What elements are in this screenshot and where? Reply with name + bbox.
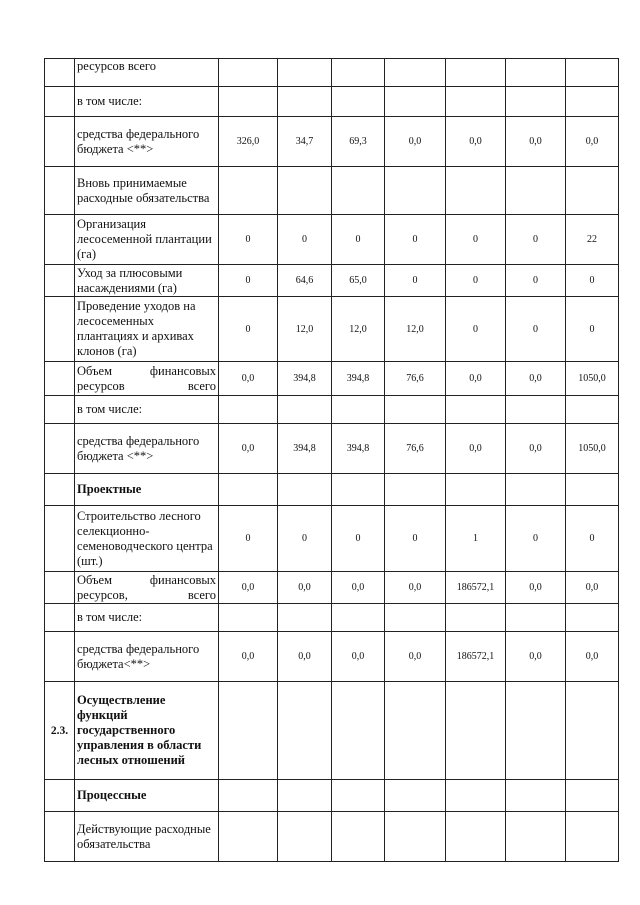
value-cell-year-2: 0,0 bbox=[278, 632, 332, 682]
value-cell-year-5 bbox=[446, 59, 506, 87]
value-cell-year-4: 0 bbox=[385, 215, 446, 265]
value-cell-year-4: 0,0 bbox=[385, 572, 446, 604]
row-number-cell bbox=[45, 167, 75, 215]
value-cell-year-6: 0 bbox=[506, 215, 566, 265]
table-row bbox=[45, 780, 619, 812]
value-cell-year-6 bbox=[506, 604, 566, 632]
value-cell-year-5: 0,0 bbox=[446, 424, 506, 474]
row-label-cell: Вновь принимаемые расходные обязательства bbox=[75, 167, 219, 215]
table-row bbox=[45, 604, 619, 632]
value-cell-year-1 bbox=[219, 682, 278, 780]
value-cell-year-7: 0 bbox=[566, 506, 619, 572]
value-cell-year-2: 394,8 bbox=[278, 424, 332, 474]
row-label-cell: в том числе: bbox=[75, 604, 219, 632]
value-cell-year-6 bbox=[506, 812, 566, 862]
row-number-cell bbox=[45, 362, 75, 396]
table-row bbox=[45, 297, 619, 362]
value-cell-year-1: 0 bbox=[219, 265, 278, 297]
value-cell-year-3 bbox=[332, 474, 385, 506]
value-cell-year-7 bbox=[566, 780, 619, 812]
value-cell-year-6 bbox=[506, 780, 566, 812]
value-cell-year-2 bbox=[278, 59, 332, 87]
row-number-cell bbox=[45, 87, 75, 117]
value-cell-year-3 bbox=[332, 396, 385, 424]
row-label-cell: средства федерального бюджета<**> bbox=[75, 632, 219, 682]
value-cell-year-4: 76,6 bbox=[385, 362, 446, 396]
value-cell-year-5 bbox=[446, 167, 506, 215]
value-cell-year-4 bbox=[385, 682, 446, 780]
value-cell-year-2 bbox=[278, 682, 332, 780]
row-label-cell: в том числе: bbox=[75, 396, 219, 424]
value-cell-year-4 bbox=[385, 812, 446, 862]
value-cell-year-3 bbox=[332, 59, 385, 87]
value-cell-year-5: 0,0 bbox=[446, 117, 506, 167]
value-cell-year-4: 0,0 bbox=[385, 117, 446, 167]
value-cell-year-6: 0,0 bbox=[506, 424, 566, 474]
value-cell-year-3 bbox=[332, 780, 385, 812]
value-cell-year-5 bbox=[446, 87, 506, 117]
value-cell-year-5 bbox=[446, 812, 506, 862]
value-cell-year-1 bbox=[219, 604, 278, 632]
value-cell-year-3: 65,0 bbox=[332, 265, 385, 297]
value-cell-year-6: 0 bbox=[506, 506, 566, 572]
value-cell-year-4 bbox=[385, 59, 446, 87]
value-cell-year-4 bbox=[385, 780, 446, 812]
value-cell-year-1: 0,0 bbox=[219, 572, 278, 604]
row-label-cell: Проектные bbox=[75, 474, 219, 506]
row-number-cell bbox=[45, 572, 75, 604]
value-cell-year-7: 0 bbox=[566, 265, 619, 297]
value-cell-year-1 bbox=[219, 812, 278, 862]
value-cell-year-2: 0,0 bbox=[278, 572, 332, 604]
value-cell-year-2 bbox=[278, 812, 332, 862]
table-row bbox=[45, 265, 619, 297]
value-cell-year-1: 0,0 bbox=[219, 424, 278, 474]
table-row bbox=[45, 167, 619, 215]
value-cell-year-6 bbox=[506, 167, 566, 215]
value-cell-year-2: 64,6 bbox=[278, 265, 332, 297]
row-number-cell bbox=[45, 632, 75, 682]
value-cell-year-4 bbox=[385, 167, 446, 215]
table-row bbox=[45, 215, 619, 265]
value-cell-year-4: 0 bbox=[385, 265, 446, 297]
table-row bbox=[45, 682, 619, 780]
value-cell-year-5: 1 bbox=[446, 506, 506, 572]
value-cell-year-3 bbox=[332, 682, 385, 780]
row-number-cell bbox=[45, 812, 75, 862]
row-number-cell: 2.3. bbox=[45, 682, 75, 780]
row-label-cell: Проведение уходов на лесосеменных плантациях и архивах клонов (га) bbox=[75, 297, 219, 362]
value-cell-year-1: 0,0 bbox=[219, 632, 278, 682]
value-cell-year-7: 0 bbox=[566, 297, 619, 362]
value-cell-year-3: 0,0 bbox=[332, 572, 385, 604]
value-cell-year-1 bbox=[219, 87, 278, 117]
value-cell-year-4: 0,0 bbox=[385, 632, 446, 682]
row-number-cell bbox=[45, 396, 75, 424]
value-cell-year-6: 0 bbox=[506, 297, 566, 362]
value-cell-year-3: 394,8 bbox=[332, 424, 385, 474]
value-cell-year-2 bbox=[278, 604, 332, 632]
value-cell-year-5: 0 bbox=[446, 215, 506, 265]
value-cell-year-4 bbox=[385, 474, 446, 506]
value-cell-year-3 bbox=[332, 87, 385, 117]
value-cell-year-7 bbox=[566, 87, 619, 117]
financing-table bbox=[44, 58, 619, 862]
value-cell-year-7 bbox=[566, 682, 619, 780]
value-cell-year-7 bbox=[566, 474, 619, 506]
row-label-cell: Осуществление функций государственного управления в области лесных отношений bbox=[75, 682, 219, 780]
value-cell-year-3: 0 bbox=[332, 506, 385, 572]
value-cell-year-1 bbox=[219, 780, 278, 812]
row-label-cell: Организация лесосеменной плантации (га) bbox=[75, 215, 219, 265]
value-cell-year-2: 12,0 bbox=[278, 297, 332, 362]
value-cell-year-5: 0 bbox=[446, 297, 506, 362]
value-cell-year-7: 0,0 bbox=[566, 572, 619, 604]
value-cell-year-6 bbox=[506, 474, 566, 506]
value-cell-year-6 bbox=[506, 682, 566, 780]
value-cell-year-7: 0,0 bbox=[566, 632, 619, 682]
value-cell-year-5: 186572,1 bbox=[446, 632, 506, 682]
value-cell-year-7 bbox=[566, 167, 619, 215]
table-row bbox=[45, 632, 619, 682]
value-cell-year-2 bbox=[278, 780, 332, 812]
value-cell-year-6 bbox=[506, 396, 566, 424]
row-number-cell bbox=[45, 506, 75, 572]
value-cell-year-4 bbox=[385, 604, 446, 632]
value-cell-year-7 bbox=[566, 396, 619, 424]
value-cell-year-4: 0 bbox=[385, 506, 446, 572]
value-cell-year-7: 0,0 bbox=[566, 117, 619, 167]
value-cell-year-1 bbox=[219, 396, 278, 424]
value-cell-year-7 bbox=[566, 604, 619, 632]
table-row bbox=[45, 424, 619, 474]
value-cell-year-6: 0,0 bbox=[506, 362, 566, 396]
value-cell-year-3 bbox=[332, 167, 385, 215]
value-cell-year-2 bbox=[278, 474, 332, 506]
value-cell-year-3: 0,0 bbox=[332, 632, 385, 682]
table-row bbox=[45, 474, 619, 506]
row-number-cell bbox=[45, 297, 75, 362]
value-cell-year-7 bbox=[566, 812, 619, 862]
value-cell-year-1: 0,0 bbox=[219, 362, 278, 396]
value-cell-year-7 bbox=[566, 59, 619, 87]
value-cell-year-2: 34,7 bbox=[278, 117, 332, 167]
value-cell-year-2: 394,8 bbox=[278, 362, 332, 396]
value-cell-year-5 bbox=[446, 682, 506, 780]
row-label-cell: в том числе: bbox=[75, 87, 219, 117]
table-row bbox=[45, 812, 619, 862]
table-row bbox=[45, 59, 619, 87]
value-cell-year-6: 0,0 bbox=[506, 572, 566, 604]
value-cell-year-2 bbox=[278, 167, 332, 215]
row-label-cell: Уход за плюсовыми насаждениями (га) bbox=[75, 265, 219, 297]
row-number-cell bbox=[45, 117, 75, 167]
value-cell-year-1 bbox=[219, 59, 278, 87]
value-cell-year-7: 1050,0 bbox=[566, 362, 619, 396]
row-number-cell bbox=[45, 780, 75, 812]
row-number-cell bbox=[45, 604, 75, 632]
value-cell-year-1: 326,0 bbox=[219, 117, 278, 167]
row-label-cell: Объем финансовых ресурсов, всего bbox=[75, 572, 219, 604]
table-row bbox=[45, 362, 619, 396]
row-label-cell: Действующие расходные обязательства bbox=[75, 812, 219, 862]
value-cell-year-5 bbox=[446, 780, 506, 812]
row-number-cell bbox=[45, 59, 75, 87]
value-cell-year-5: 186572,1 bbox=[446, 572, 506, 604]
row-number-cell bbox=[45, 265, 75, 297]
row-label-cell: средства федерального бюджета <**> bbox=[75, 424, 219, 474]
table-row bbox=[45, 506, 619, 572]
table-row bbox=[45, 87, 619, 117]
value-cell-year-1: 0 bbox=[219, 506, 278, 572]
value-cell-year-2 bbox=[278, 87, 332, 117]
row-number-cell bbox=[45, 215, 75, 265]
value-cell-year-4 bbox=[385, 396, 446, 424]
value-cell-year-2 bbox=[278, 396, 332, 424]
row-number-cell bbox=[45, 474, 75, 506]
value-cell-year-5: 0 bbox=[446, 265, 506, 297]
value-cell-year-3: 394,8 bbox=[332, 362, 385, 396]
value-cell-year-7: 1050,0 bbox=[566, 424, 619, 474]
table-row bbox=[45, 396, 619, 424]
value-cell-year-5: 0,0 bbox=[446, 362, 506, 396]
value-cell-year-4: 12,0 bbox=[385, 297, 446, 362]
value-cell-year-5 bbox=[446, 604, 506, 632]
row-label-cell: Объем финансовых ресурсов всего bbox=[75, 362, 219, 396]
value-cell-year-4 bbox=[385, 87, 446, 117]
row-label-cell: Строительство лесного селекционно-семеноводческого центра (шт.) bbox=[75, 506, 219, 572]
value-cell-year-2: 0 bbox=[278, 506, 332, 572]
value-cell-year-6: 0,0 bbox=[506, 632, 566, 682]
value-cell-year-3 bbox=[332, 604, 385, 632]
row-label-cell: средства федерального бюджета <**> bbox=[75, 117, 219, 167]
value-cell-year-5 bbox=[446, 474, 506, 506]
value-cell-year-1 bbox=[219, 167, 278, 215]
value-cell-year-5 bbox=[446, 396, 506, 424]
value-cell-year-2: 0 bbox=[278, 215, 332, 265]
table-row bbox=[45, 117, 619, 167]
table-row bbox=[45, 572, 619, 604]
value-cell-year-1 bbox=[219, 474, 278, 506]
value-cell-year-6 bbox=[506, 87, 566, 117]
table-body bbox=[45, 59, 619, 862]
value-cell-year-6: 0,0 bbox=[506, 117, 566, 167]
value-cell-year-3: 12,0 bbox=[332, 297, 385, 362]
value-cell-year-7: 22 bbox=[566, 215, 619, 265]
value-cell-year-3 bbox=[332, 812, 385, 862]
value-cell-year-3: 69,3 bbox=[332, 117, 385, 167]
row-label-cell: Процессные bbox=[75, 780, 219, 812]
value-cell-year-6 bbox=[506, 59, 566, 87]
row-number-cell bbox=[45, 424, 75, 474]
value-cell-year-4: 76,6 bbox=[385, 424, 446, 474]
value-cell-year-3: 0 bbox=[332, 215, 385, 265]
row-label-cell: ресурсов всего bbox=[75, 59, 219, 87]
value-cell-year-1: 0 bbox=[219, 297, 278, 362]
value-cell-year-1: 0 bbox=[219, 215, 278, 265]
value-cell-year-6: 0 bbox=[506, 265, 566, 297]
